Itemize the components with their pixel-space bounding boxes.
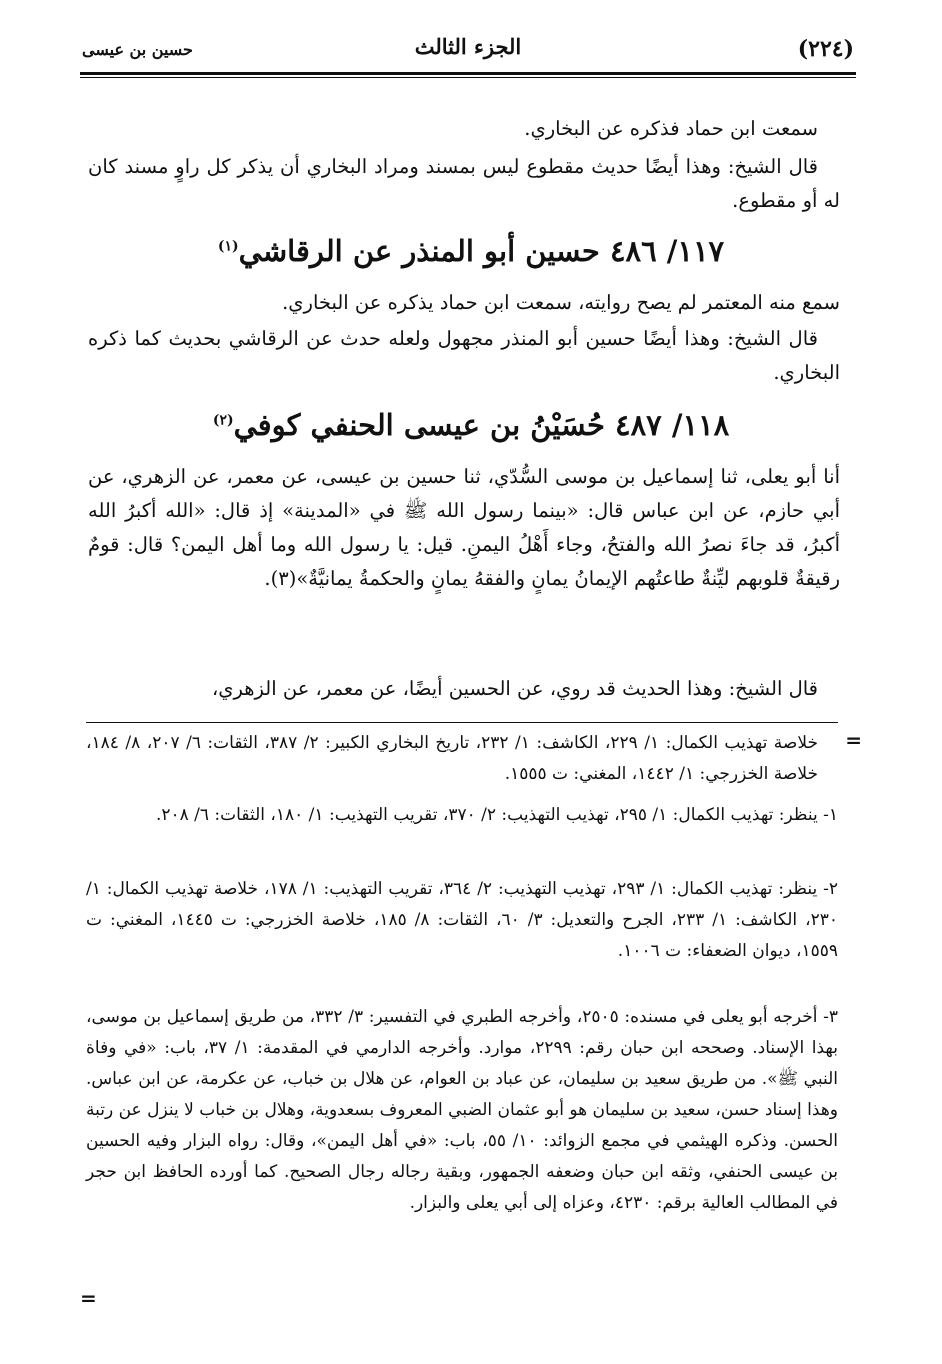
footnote-continuation: خلاصة تهذيب الكمال: ١/ ٢٢٩، الكاشف: ١/ ٢٣٢، تاريخ البخاري الكبير: ٢/ ٣٨٧، الثقات: ٦/ ٢٠٧، ٨/ ١٨٤، خلاصة الخزرجي: ١/ ١٤٤٢، المغني: ت ١٥٥٥. xyxy=(86,733,819,784)
paragraph-4-text: قال الشيخ: وهذا أيضًا حسين أبو المنذر مجهول ولعله حدث عن الرقاشي بحديث كما ذكره البخاري. xyxy=(88,327,840,384)
continuation-mark: = xyxy=(845,728,862,752)
paragraph-2 xyxy=(88,150,840,218)
page-number: (٢٢٤) xyxy=(797,36,854,62)
footnote-2: ٢- ينظر: تهذيب الكمال: ١/ ٢٩٣، تهذيب التهذيب: ٢/ ٣٦٤، تقريب التهذيب: ١/ ١٧٨، خلاصة تهذيب الكمال: ١/ ٢٣٠، الكاشف: ١/ ٢٣٣، الجرح والتعديل: ٣/ ٦٠، الثقات: ٨/ ١٨٥، خلاصة الخزرجي: ت ١٤٤٥، المغني: ت ١٥٥٩، ديوان الضعفاء: ت ١٠٠٦. xyxy=(86,879,838,961)
paragraph-4 xyxy=(88,322,840,390)
footnote-ref-1: (١) xyxy=(217,238,239,255)
paragraph-2-text: قال الشيخ: وهذا أيضًا حديث مقطوع ليس بمسند ومراد البخاري أن يذكر كل راوٍ مسند كان له أو مقطوع. xyxy=(88,155,840,212)
paragraph-3: سمع منه المعتمر لم يصح روايته، سمعت ابن حماد يذكره عن البخاري. xyxy=(282,291,840,314)
footnote-ref-2: (٢) xyxy=(212,412,234,429)
entry-118-title xyxy=(150,408,792,442)
page-header xyxy=(82,32,854,68)
entry-118-title-text: ١١٨/ ٤٨٧ حُسَيْنُ بن عيسى الحنفي كوفي xyxy=(233,408,730,442)
entry-117-title-text: ١١٧/ ٤٨٦ حسين أبو المنذر عن الرقاشي xyxy=(238,234,725,268)
footnote-1: ١- ينظر: تهذيب الكمال: ١/ ٢٩٥، تهذيب التهذيب: ٢/ ٣٧٠، تقريب التهذيب: ١/ ١٨٠، الثقات: ٦/ ٢٠٨. xyxy=(155,805,838,825)
paragraph-1: سمعت ابن حماد فذكره عن البخاري. xyxy=(524,117,818,140)
footnote-separator xyxy=(86,722,838,723)
running-title: حسين بن عيسى xyxy=(82,40,193,59)
header-rule-thin xyxy=(80,77,856,78)
paragraph-6 xyxy=(88,672,840,706)
end-continuation-mark: = xyxy=(80,1286,97,1310)
header-rule xyxy=(80,72,856,75)
paragraph-5: أنا أبو يعلى، ثنا إسماعيل بن موسى السُّدّي، ثنا حسين بن عيسى، عن معمر، عن الزهري، عن أبي حازم، عن ابن عباس قال: «بينما رسول الله ﷺ في «المدينة» إذ قال: «الله أكبرُ الله أكبرُ، قد جاءَ نصرُ الله والفتحُ، وجاء أَهْلُ اليمنِ. قيل: يا رسول الله وما أهل اليمن؟ قال: قومٌ رقيقةٌ قلوبهم ليِّنةٌ طاعتُهم الإيمانُ يمانٍ والفقهُ يمانٍ والحكمةُ يمانيَّةٌ»(٣). xyxy=(88,465,840,590)
paragraph-6-text: قال الشيخ: وهذا الحديث قد روي، عن الحسين أيضًا، عن معمر، عن الزهري، xyxy=(211,677,818,700)
volume-title: الجزء الثالث xyxy=(414,34,522,59)
footnote-3: ٣- أخرجه أبو يعلى في مسنده: ٢٥٠٥، وأخرجه الطبري في التفسير: ٣/ ٣٣٢، من طريق إسماعيل بن موسى، بهذا الإسناد. وصححه ابن حبان رقم: ٢٢٩٩، موارد. وأخرجه الدارمي في المقدمة: ١/ ٣٧، باب: «في وفاة النبي ﷺ». من طريق سعيد بن سليمان، عن عباد بن العوام، عن هلال بن خباب، عن عكرمة، عن ابن عباس. وهذا إسناد حسن، سعيد بن سليمان هو أبو عثمان الضبي المعروف بسعدوية، وهلال بن خباب لا ينزل عن رتبة الحسن. وذكره الهيثمي في مجمع الزوائد: ١٠/ ٥٥، باب: «في أهل اليمن»، وقال: رواه البزار وفيه الحسين بن عيسى الحنفي، وثقه ابن حبان وضعفه الجمهور، وبقية رجاله رجال الصحيح. كما أورده الحافظ ابن حجر في المطالب العالية برقم: ٤٢٣٠، وعزاه إلى أبي يعلى والبزار. xyxy=(86,1007,838,1213)
entry-117-title xyxy=(150,234,792,268)
